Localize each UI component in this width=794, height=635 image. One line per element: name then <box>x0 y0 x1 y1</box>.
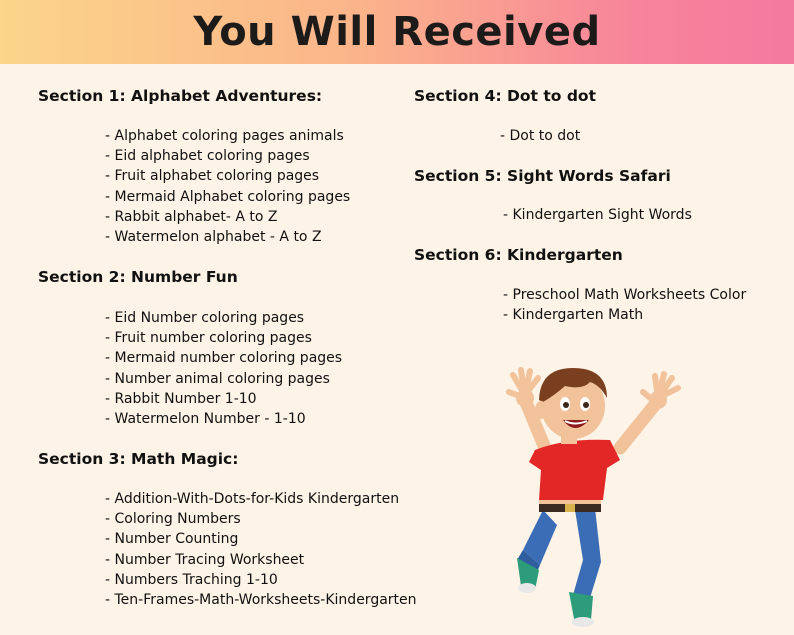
section-4-title: Section 4: Dot to dot <box>414 87 596 105</box>
list-item: - Kindergarten Sight Words <box>503 207 692 223</box>
list-item: - Fruit number coloring pages <box>105 330 312 347</box>
list-item: - Addition-With-Dots-for-Kids Kindergarten <box>105 491 400 507</box>
list-item: - Number Counting <box>105 531 239 548</box>
page-header <box>0 0 794 64</box>
section-5-title: Section 5: Sight Words Safari <box>414 167 671 185</box>
list-item: - Watermelon Number - 1-10 <box>105 410 306 427</box>
section-6-list <box>503 285 746 325</box>
list-item: - Kindergarten Math <box>503 307 644 324</box>
list-item: - Alphabet coloring pages animals <box>105 128 344 144</box>
list-item: - Dot to dot <box>500 128 581 144</box>
list-item: - Numbers Traching 1-10 <box>105 571 278 588</box>
section-6-title: Section 6: Kindergarten <box>414 246 623 264</box>
section-5-list <box>503 205 692 225</box>
list-item: - Mermaid Alphabet coloring pages <box>105 188 351 205</box>
section-4-list <box>500 126 580 146</box>
list-item: - Mermaid number coloring pages <box>105 350 343 367</box>
section-3-list <box>105 489 417 610</box>
list-item: - Watermelon alphabet - A to Z <box>105 228 322 245</box>
section-3-title: Section 3: Math Magic: <box>38 450 239 468</box>
list-item: - Eid alphabet coloring pages <box>105 148 310 165</box>
list-item: - Rabbit Number 1-10 <box>105 390 257 407</box>
list-item: - Eid Number coloring pages <box>105 310 305 326</box>
section-2-list <box>105 308 342 429</box>
list-item: - Rabbit alphabet- A to Z <box>105 208 278 225</box>
list-item: - Ten-Frames-Math-Worksheets-Kindergarten <box>105 591 417 608</box>
section-2-title: Section 2: Number Fun <box>38 268 238 286</box>
list-item: - Fruit alphabet coloring pages <box>105 168 320 185</box>
page-title: You Will Received <box>193 9 601 55</box>
list-item: - Number animal coloring pages <box>105 370 330 387</box>
list-item: - Coloring Numbers <box>105 511 241 528</box>
cartoon-boy-jumping-icon <box>495 340 695 630</box>
list-item: - Preschool Math Worksheets Color <box>503 287 747 303</box>
section-1-list <box>105 126 350 247</box>
list-item: - Number Tracing Worksheet <box>105 551 305 568</box>
section-1-title: Section 1: Alphabet Adventures: <box>38 87 323 105</box>
